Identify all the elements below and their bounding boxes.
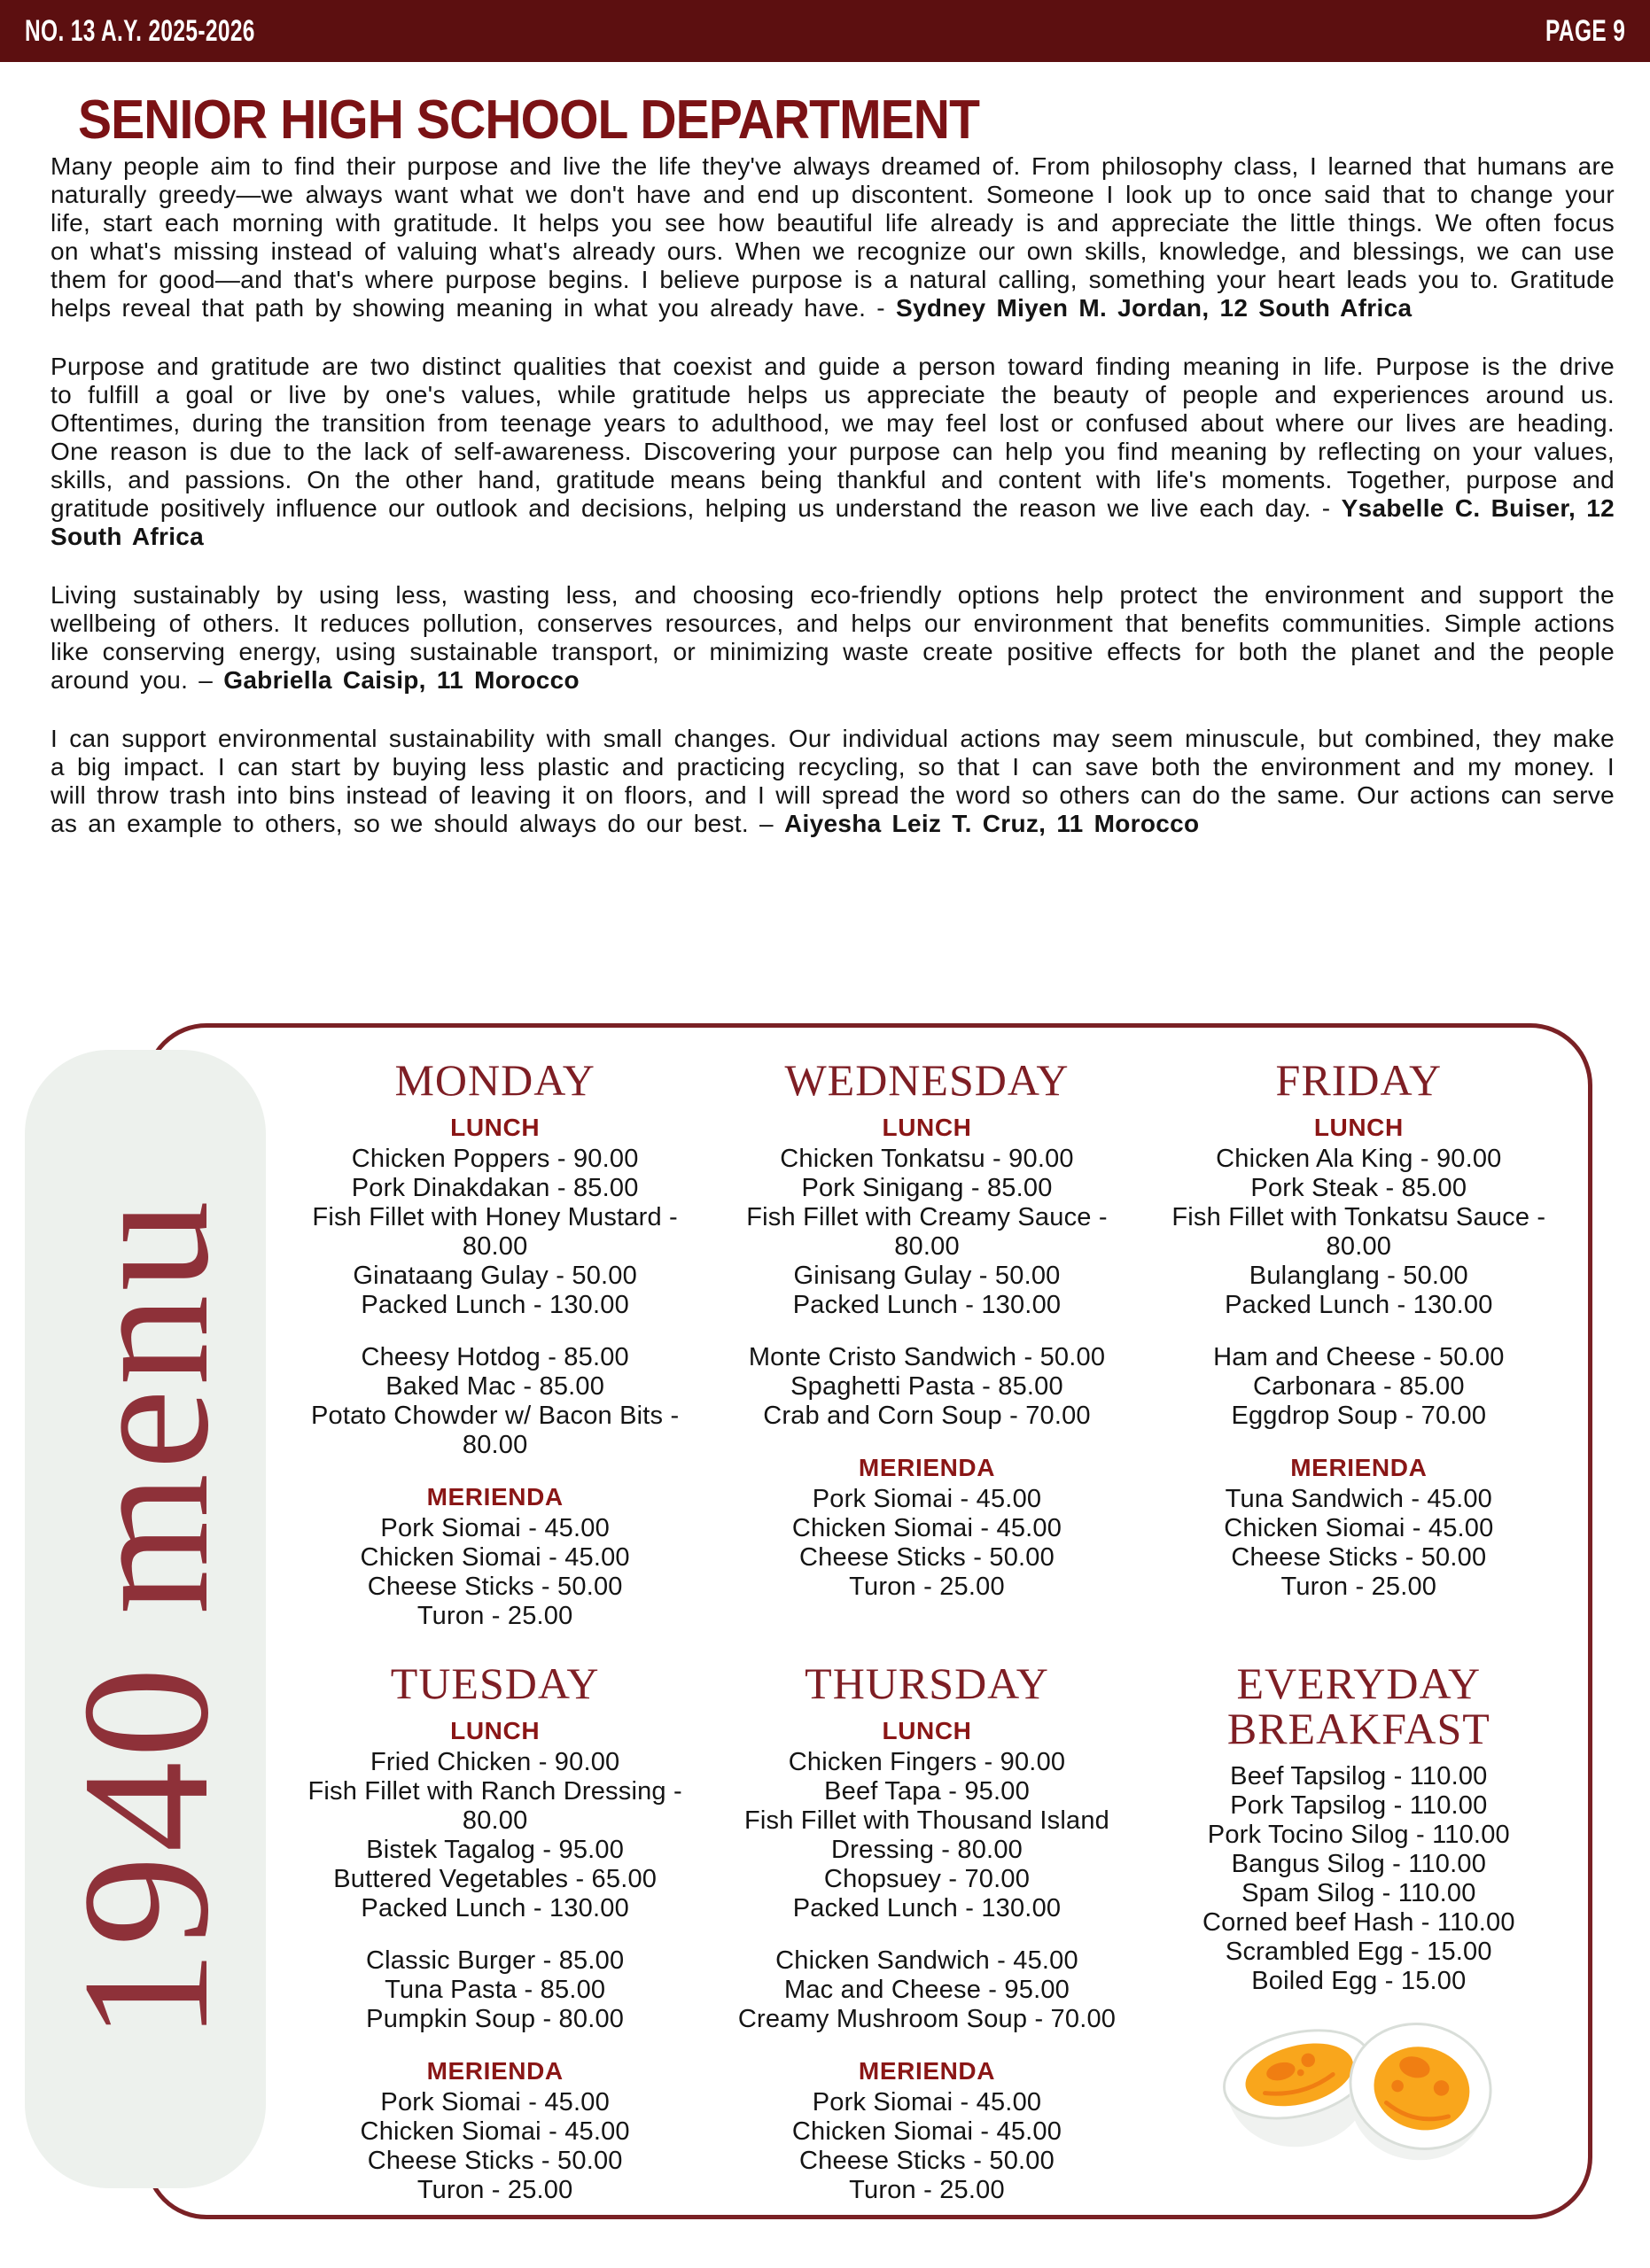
menu-item: Cheese Sticks - 50.00 (367, 1573, 623, 1601)
menu-item: Boiled Egg - 15.00 (1251, 1967, 1467, 1995)
menu-section (724, 1454, 1129, 1602)
paragraph-attribution: Ysabelle C. Buiser, 12 South Africa (51, 494, 1615, 550)
menu-item: Spam Silog - 110.00 (1241, 1879, 1476, 1907)
section-label: MERIENDA (426, 1483, 564, 1511)
menu-item: Turon - 25.00 (849, 2176, 1005, 2204)
menu-item: Turon - 25.00 (849, 1573, 1005, 1601)
menu-item: Monte Cristo Sandwich - 50.00 (748, 1343, 1106, 1371)
day-title: WEDNESDAY (784, 1055, 1070, 1105)
paragraph-attribution: Aiyesha Leiz T. Cruz, 11 Morocco (783, 810, 1200, 837)
menu-item: Chicken Siomai - 45.00 (791, 2117, 1062, 2146)
menu-item: Beef Tapa - 95.00 (824, 1777, 1030, 1806)
menu-item: Crab and Corn Soup - 70.00 (763, 1402, 1091, 1430)
section-label: LUNCH (882, 1114, 972, 1141)
paragraph-text: Many people aim to find their purpose and live the life they've always dreamed of. From philosophy class, I learned that humans are naturally greedy—we always want what we don't have and end up discontent. Someone I look up to once said that to change your life, start each morning with gratitude. It helps you see how beautiful life already is and appreciate the little things. We often focus on what's missing instead of valuing what's already ours. When we recognize our own skills, knowledge, and blessings, we can use them for good—and that's where purpose begins. I believe purpose is a natural calling, something your heart leads you to. Gratitude helps reveal that path by showing meaning in what you already have. - (51, 152, 1615, 322)
menu-side-panel (25, 1050, 266, 2188)
menu-day-monday (282, 1055, 708, 1631)
boiled-egg-illustration (1216, 1998, 1508, 2175)
menu-section (292, 2057, 697, 2205)
section-label: MERIENDA (858, 1454, 996, 1481)
menu-item: Cheesy Hotdog - 85.00 (361, 1343, 629, 1371)
menu-vertical-label: 1940 menu (44, 1197, 246, 2041)
menu-item: Eggdrop Soup - 70.00 (1231, 1402, 1487, 1430)
menu-section (724, 1343, 1129, 1431)
menu-item: Spaghetti Pasta - 85.00 (790, 1372, 1063, 1401)
paragraph-attribution: Sydney Miyen M. Jordan, 12 South Africa (895, 294, 1413, 322)
menu-item: Fish Fillet with Honey Mustard - 80.00 (312, 1203, 678, 1261)
menu-item: Buttered Vegetables - 65.00 (333, 1865, 658, 1893)
menu-item: Chicken Siomai - 45.00 (1224, 1514, 1494, 1542)
day-title: THURSDAY (805, 1658, 1049, 1708)
menu-item: Fish Fillet with Ranch Dressing - 80.00 (307, 1777, 682, 1835)
menu-item: Chicken Siomai - 45.00 (791, 1514, 1062, 1542)
menu-item: Tuna Pasta - 85.00 (385, 1976, 606, 2004)
menu-item: Carbonara - 85.00 (1252, 1372, 1465, 1401)
menu-item: Pumpkin Soup - 80.00 (366, 2005, 625, 2033)
section-label: LUNCH (882, 1717, 972, 1744)
menu-item: Tuna Sandwich - 45.00 (1225, 1485, 1493, 1513)
menu-item: Cheese Sticks - 50.00 (367, 2147, 623, 2175)
menu-item: Beef Tapsilog - 110.00 (1230, 1762, 1488, 1790)
menu-section (292, 1946, 697, 2034)
menu-item: Pork Siomai - 45.00 (812, 1485, 1042, 1513)
menu-item: Pork Siomai - 45.00 (812, 2088, 1042, 2117)
menu-section (1156, 1114, 1561, 1320)
menu-item: Fish Fillet with Creamy Sauce - 80.00 (746, 1203, 1108, 1261)
section-label: MERIENDA (858, 2057, 996, 2085)
menu-item: Cheese Sticks - 50.00 (799, 2147, 1055, 2175)
menu-item: Cheese Sticks - 50.00 (799, 1543, 1055, 1572)
issue-label: NO. 13 A.Y. 2025-2026 (25, 13, 255, 48)
paragraph (51, 152, 1615, 322)
menu-item: Pork Siomai - 45.00 (380, 1514, 610, 1542)
menu-section (292, 1343, 697, 1460)
menu-item: Bulanglang - 50.00 (1249, 1262, 1468, 1290)
day-title: FRIDAY (1275, 1055, 1443, 1105)
article-body (51, 152, 1615, 868)
menu-item: Bangus Silog - 110.00 (1231, 1850, 1487, 1878)
page-number: PAGE 9 (1545, 13, 1625, 48)
menu-day-friday (1146, 1055, 1572, 1631)
menu-item: Potato Chowder w/ Bacon Bits - 80.00 (310, 1402, 680, 1459)
paragraph (51, 581, 1615, 695)
menu-item: Pork Tapsilog - 110.00 (1230, 1791, 1488, 1820)
menu-item: Chicken Siomai - 45.00 (360, 1543, 630, 1572)
menu-day-tuesday (282, 1658, 708, 2205)
menu-item: Turon - 25.00 (416, 1602, 573, 1630)
menu-day-thursday (713, 1658, 1140, 2205)
menu-item: Chicken Tonkatsu - 90.00 (780, 1145, 1074, 1173)
menu-section (724, 1717, 1129, 1923)
menu-item: Chopsuey - 70.00 (823, 1865, 1031, 1893)
menu-item: Packed Lunch - 130.00 (361, 1291, 629, 1319)
day-title: EVERYDAY BREAKFAST (1226, 1658, 1490, 1753)
menu-item: Bistek Tagalog - 95.00 (366, 1836, 625, 1864)
section-label: LUNCH (1313, 1114, 1404, 1141)
menu-section (724, 1114, 1129, 1320)
menu-day-wednesday (713, 1055, 1140, 1631)
menu-item: Turon - 25.00 (1280, 1573, 1437, 1601)
section-label: MERIENDA (1290, 1454, 1428, 1481)
menu-item: Chicken Ala King - 90.00 (1216, 1145, 1502, 1173)
menu-item: Scrambled Egg - 15.00 (1225, 1938, 1492, 1966)
paragraph-text: I can support environmental sustainability with small changes. Our individual actions may seem minuscule, but combined, they make a big impact. I can start by buying less plastic and practicing recycling, so that I can save both the environment and my money. I will throw trash into bins instead of leaving it on floors, and I will spread the word so others can do the same. Our actions can serve as an example to others, so we should always do our best. – (51, 725, 1615, 837)
section-label: LUNCH (450, 1114, 541, 1141)
menu-item: Ham and Cheese - 50.00 (1213, 1343, 1505, 1371)
page-title: SENIOR HIGH SCHOOL DEPARTMENT (78, 89, 980, 151)
paragraph-text: Purpose and gratitude are two distinct qualities that coexist and guide a person toward finding meaning in life. Purpose is the drive to fulfill a goal or live by one's values, while gratitude helps us appreciate the beauty of people and experiences around us. Oftentimes, during the transition from teenage years to adulthood, we may feel lost or confused about where our lives are heading. One reason is due to the lack of self-awareness. Discovering your purpose can help you find meaning by reflecting on your values, skills, and passions. On the other hand, gratitude means being thankful and content with life's moments. Together, purpose and gratitude positively influence our outlook and decisions, helping us understand the reason we live each day. - (51, 353, 1615, 522)
menu-item: Chicken Sandwich - 45.00 (775, 1946, 1078, 1975)
day-title: MONDAY (394, 1055, 595, 1105)
header-bar (0, 0, 1650, 62)
menu-item: Pork Tocino Silog - 110.00 (1207, 1821, 1510, 1849)
menu-item: Fish Fillet with Thousand Island Dressing - 80.00 (743, 1806, 1110, 1864)
menu-item: Packed Lunch - 130.00 (792, 1894, 1062, 1922)
menu-section (292, 1114, 697, 1320)
paragraph (51, 725, 1615, 838)
section-label: MERIENDA (426, 2057, 564, 2085)
menu-card (144, 1023, 1592, 2219)
menu-section (292, 1717, 697, 1923)
menu-item: Cheese Sticks - 50.00 (1231, 1543, 1487, 1572)
menu-item: Baked Mac - 85.00 (385, 1372, 605, 1401)
paragraph (51, 353, 1615, 551)
menu-section (724, 2057, 1129, 2205)
paragraph-attribution: Gabriella Caisip, 11 Morocco (223, 666, 580, 694)
menu-item: Pork Dinakdakan - 85.00 (351, 1174, 639, 1202)
menu-item: Chicken Poppers - 90.00 (351, 1145, 639, 1173)
menu-section (724, 1946, 1129, 2034)
menu-item: Ginisang Gulay - 50.00 (793, 1262, 1061, 1290)
menu-item: Fish Fillet with Tonkatsu Sauce - 80.00 (1171, 1203, 1546, 1261)
day-title: TUESDAY (390, 1658, 600, 1708)
menu-item: Packed Lunch - 130.00 (792, 1291, 1062, 1319)
menu-item: Pork Sinigang - 85.00 (801, 1174, 1053, 1202)
menu-item: Ginataang Gulay - 50.00 (353, 1262, 637, 1290)
menu-section (1156, 1762, 1561, 1996)
menu-item: Creamy Mushroom Soup - 70.00 (737, 2005, 1117, 2033)
menu-item: Turon - 25.00 (416, 2176, 573, 2204)
menu-item: Packed Lunch - 130.00 (361, 1894, 629, 1922)
menu-item: Packed Lunch - 130.00 (1225, 1291, 1493, 1319)
menu-item: Chicken Fingers - 90.00 (788, 1748, 1066, 1776)
menu-item: Corned beef Hash - 110.00 (1202, 1908, 1515, 1937)
menu-item: Chicken Siomai - 45.00 (360, 2117, 630, 2146)
menu-item: Pork Steak - 85.00 (1250, 1174, 1467, 1202)
menu-section (1156, 1454, 1561, 1602)
paragraph-text: Living sustainably by using less, wasting less, and choosing eco-friendly options help protect the environment and support the wellbeing of others. It reduces pollution, conserves resources, and helps our environment that benefits communities. Simple actions like conserving energy, using sustainable transport, or minimizing waste create positive effects for both the planet and the people around you. – (51, 581, 1615, 694)
menu-item: Classic Burger - 85.00 (366, 1946, 625, 1975)
menu-item: Pork Siomai - 45.00 (380, 2088, 610, 2117)
menu-section (292, 1483, 697, 1631)
menu-item: Mac and Cheese - 95.00 (784, 1976, 1070, 2004)
section-label: LUNCH (450, 1717, 541, 1744)
menu-item: Fried Chicken - 90.00 (370, 1748, 620, 1776)
menu-section (1156, 1343, 1561, 1431)
